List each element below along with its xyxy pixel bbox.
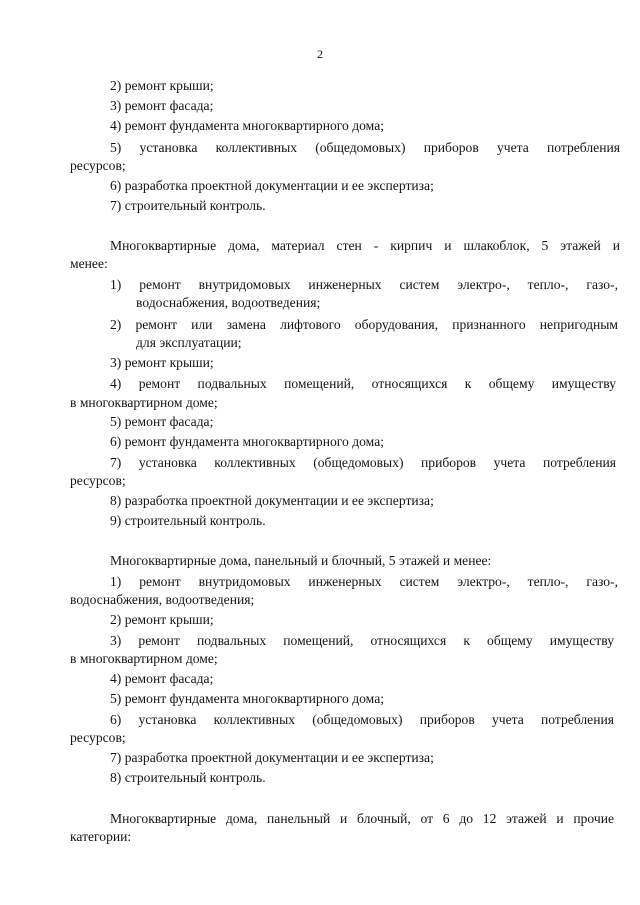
list-item: 7) установка коллективных (общедомовых) приборов учета потребления [110,455,616,470]
list-item: 3) ремонт подвальных помещений, относящихся к общему имуществу [110,633,614,648]
list-item: 2) ремонт или замена лифтового оборудования, признанного непригодным [110,317,618,332]
list-item: 3) ремонт фасада; [110,98,214,113]
section-heading-continuation: категории: [70,829,132,844]
list-item-continuation: для эксплуатации; [136,335,242,350]
list-item: 2) ремонт крыши; [110,612,214,627]
list-item-continuation: в многоквартирном доме; [70,395,218,410]
list-item-continuation: водоснабжения, водоотведения; [136,295,321,310]
list-item: 9) строительный контроль. [110,513,266,528]
list-item: 4) ремонт фундамента многоквартирного дома; [110,118,384,133]
list-item: 3) ремонт крыши; [110,355,214,370]
list-item: 5) установка коллективных (общедомовых) приборов учета потребления [110,140,620,155]
list-item-continuation: ресурсов; [70,158,126,173]
page-number: 2 [317,47,323,61]
list-item-continuation: водоснабжения, водоотведения; [70,592,255,607]
list-item: 8) разработка проектной документации и ее экспертиза; [110,493,434,508]
list-item-continuation: ресурсов; [70,730,126,745]
section-heading: Многоквартирные дома, панельный и блочный, 5 этажей и менее: [110,553,492,568]
section-heading: Многоквартирные дома, панельный и блочный, от 6 до 12 этажей и прочие [110,811,614,826]
list-item: 6) ремонт фундамента многоквартирного дома; [110,434,384,449]
list-item: 2) ремонт крыши; [110,78,214,93]
list-item: 5) ремонт фундамента многоквартирного дома; [110,691,384,706]
list-item: 7) разработка проектной документации и ее экспертиза; [110,750,434,765]
section-heading-continuation: менее: [70,256,108,271]
list-item-continuation: ресурсов; [70,473,126,488]
list-item: 4) ремонт фасада; [110,671,214,686]
list-item: 1) ремонт внутридомовых инженерных систем электро-, тепло-, газо-, [110,277,618,292]
list-item-continuation: в многоквартирном доме; [70,651,218,666]
list-item: 8) строительный контроль. [110,770,266,785]
list-item: 7) строительный контроль. [110,198,266,213]
list-item: 4) ремонт подвальных помещений, относящихся к общему имуществу [110,376,616,391]
section-heading: Многоквартирные дома, материал стен - кирпич и шлакоблок, 5 этажей и [110,238,620,253]
list-item: 6) установка коллективных (общедомовых) приборов учета потребления [110,712,614,727]
list-item: 1) ремонт внутридомовых инженерных систем электро-, тепло-, газо-, [110,574,618,589]
list-item: 5) ремонт фасада; [110,414,214,429]
list-item: 6) разработка проектной документации и ее экспертиза; [110,178,434,193]
